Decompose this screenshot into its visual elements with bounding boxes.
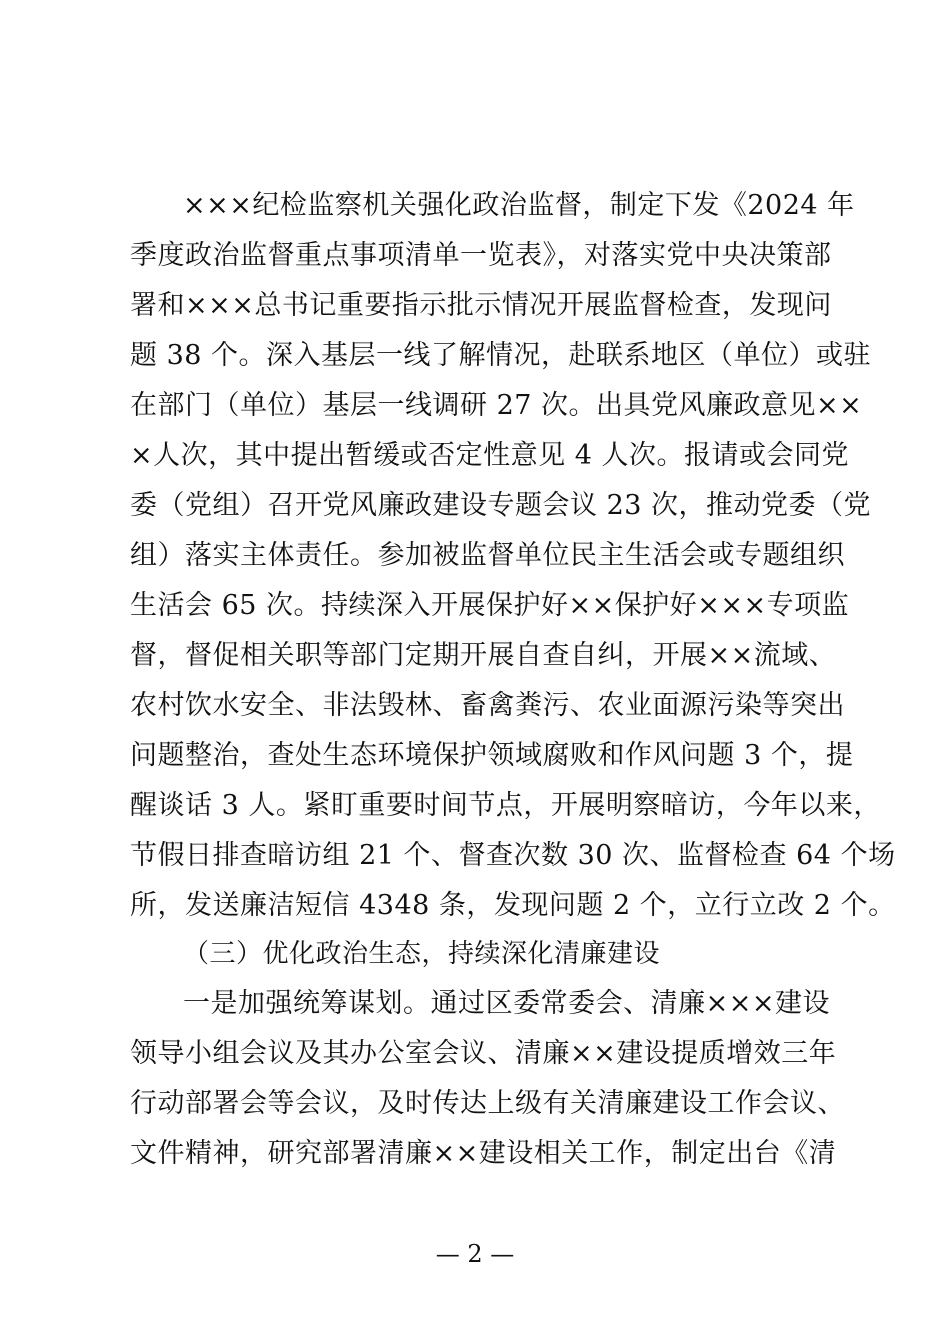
- paragraph-1-line-13: 醒谈话 3 人。紧盯重要时间节点，开展明察暗访，今年以来，: [130, 790, 881, 821]
- paragraph-1-line-5: 在部门（单位）基层一线调研 27 次。出具党风廉政意见××: [130, 390, 863, 421]
- paragraph-1-line-8: 组）落实主体责任。参加被监督单位民主生活会或专题组织: [130, 540, 845, 571]
- paragraph-2-line-3: 行动部署会等会议，及时传达上级有关清廉建设工作会议、: [130, 1088, 845, 1119]
- paragraph-1-line-6: ×人次，其中提出暂缓或否定性意见 4 人次。报请或会同党: [130, 440, 849, 471]
- paragraph-2-line-1: 一是加强统筹谋划。通过区委常委会、清廉×××建设: [183, 988, 830, 1019]
- paragraph-1-line-9: 生活会 65 次。持续深入开展保护好××保护好×××专项监: [130, 590, 850, 621]
- section-heading: （三）优化政治生态，持续深化清廉建设: [183, 939, 661, 969]
- paragraph-1-line-14: 节假日排查暗访组 21 个、督查次数 30 次、监督检查 64 个场: [130, 840, 896, 871]
- paragraph-1-line-2: 季度政治监督重点事项清单一览表》，对落实党中央决策部: [130, 240, 832, 271]
- paragraph-1-line-1: ×××纪检监察机关强化政治监督，制定下发《2024 年: [183, 190, 855, 221]
- paragraph-1-line-11: 农村饮水安全、非法毁林、畜禽粪污、农业面源污染等突出: [130, 690, 845, 721]
- paragraph-2-line-4: 文件精神，研究部署清廉××建设相关工作，制定出台《清: [130, 1138, 837, 1169]
- page-number: — 2 —: [435, 1240, 515, 1268]
- paragraph-1-line-12: 问题整治，查处生态环境保护领域腐败和作风问题 3 个，提: [130, 740, 854, 771]
- paragraph-1-line-3: 署和×××总书记重要指示批示情况开展监督检查，发现问: [130, 290, 832, 321]
- paragraph-1-line-10: 督，督促相关职等部门定期开展自查自纠，开展××流域、: [130, 640, 837, 671]
- paragraph-1-line-7: 委（党组）召开党风廉政建设专题会议 23 次，推动党委（党: [130, 490, 872, 521]
- paragraph-1-line-4: 题 38 个。深入基层一线了解情况，赴联系地区（单位）或驻: [130, 340, 872, 371]
- paragraph-2-line-2: 领导小组会议及其办公室会议、清廉××建设提质增效三年: [130, 1038, 837, 1069]
- paragraph-1-line-15: 所，发送廉洁短信 4348 条，发现问题 2 个，立行立改 2 个。: [130, 890, 896, 921]
